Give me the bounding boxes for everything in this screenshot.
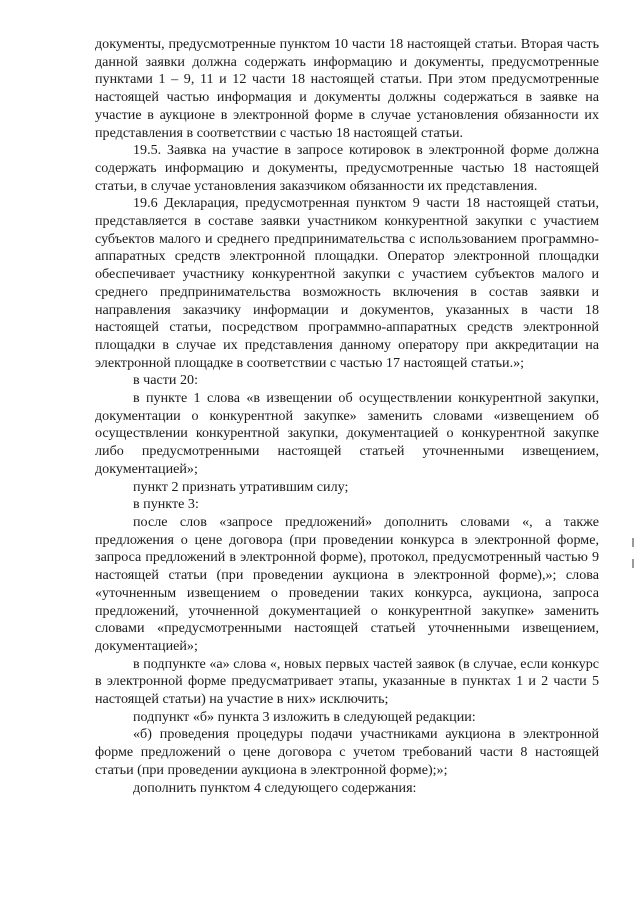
paragraph-9: в подпункте «а» слова «, новых первых частей заявок (в случае, если конкурс в электронной форме предусматривает этапы, указанные в пунктах 1 и 2 части 5 настоящей статьи) на участие в них» исключить;: [95, 655, 599, 708]
paragraph-11: «б) проведения процедуры подачи участниками аукциона в электронной форме предложений о цене договора с учетом требований части 8 настоящей статьи (при проведении аукциона в электронной форме);»;: [95, 726, 599, 778]
paragraph-2: 19.5. Заявка на участие в запросе котировок в электронной форме должна содержать информацию и документы, предусмотренные частью 18 настоящей статьи, в случае установления заказчиком обязанности их представления.: [95, 142, 599, 194]
scan-edge-mark: [632, 559, 634, 568]
paragraph-3: 19.6 Декларация, предусмотренная пунктом 9 части 18 настоящей статьи, представляется в составе заявки участником конкурентной закупки с участием субъектов малого и среднего предпринимательства с использованием программно-аппаратных средств электронной площадки. Оператор электронной площадки обеспечивает участнику конкурентной закупки с участием субъектов малого и среднего предпринимательства возможность включения в состав заявки и направления заказчику информации и документов, указанных в части 18 настоящей статьи, посредством программно-аппаратных средств электронной площадки в случае их представления данному оператору при аккредитации на электронной площадке в соответствии с частью 17 настоящей статьи.»;: [95, 195, 599, 371]
document-page: [95, 36, 599, 797]
paragraph-12: дополнить пунктом 4 следующего содержания:: [133, 779, 417, 796]
paragraph-7: в пункте 3:: [133, 496, 199, 513]
paragraph-10: подпункт «б» пункта 3 изложить в следующей редакции:: [133, 708, 476, 725]
paragraph-4: в части 20:: [133, 372, 199, 389]
paragraph-5: в пункте 1 слова «в извещении об осуществлении конкурентной закупки, документации о конкурентной закупке» заменить словами «извещением об осуществлении конкурентной закупки, документацией о конкурентной закупке либо предусмотренными настоящей статьей уточненными извещением, документацией»;: [95, 390, 599, 477]
scan-edge-mark: [632, 538, 634, 547]
paragraph-8: после слов «запросе предложений» дополнить словами «, а также предложения о цене договора (при проведении конкурса в электронной форме, запроса предложений в электронной форме), протокол, предусмотренный частью 9 настоящей статьи (при проведении аукциона в электронной форме),»; слова «уточненным извещением о проведении таких конкурса, аукциона, запроса предложений, уточненной документацией о конкурентной закупке» заменить словами «предусмотренными настоящей статьей уточненными извещением, документацией»;: [95, 513, 599, 654]
paragraph-1: документы, предусмотренные пунктом 10 части 18 настоящей статьи. Вторая часть данной заявки должна содержать информацию и документы, предусмотренные пунктами 1 – 9, 11 и 12 части 18 настоящей статьи. При этом предусмотренные настоящей частью информация и документы должны содержаться в заявке на участие в аукционе в электронной форме в случае установления обязанности их представления в соответствии с частью 18 настоящей статьи.: [95, 36, 599, 141]
paragraph-6: пункт 2 признать утратившим силу;: [133, 478, 349, 495]
